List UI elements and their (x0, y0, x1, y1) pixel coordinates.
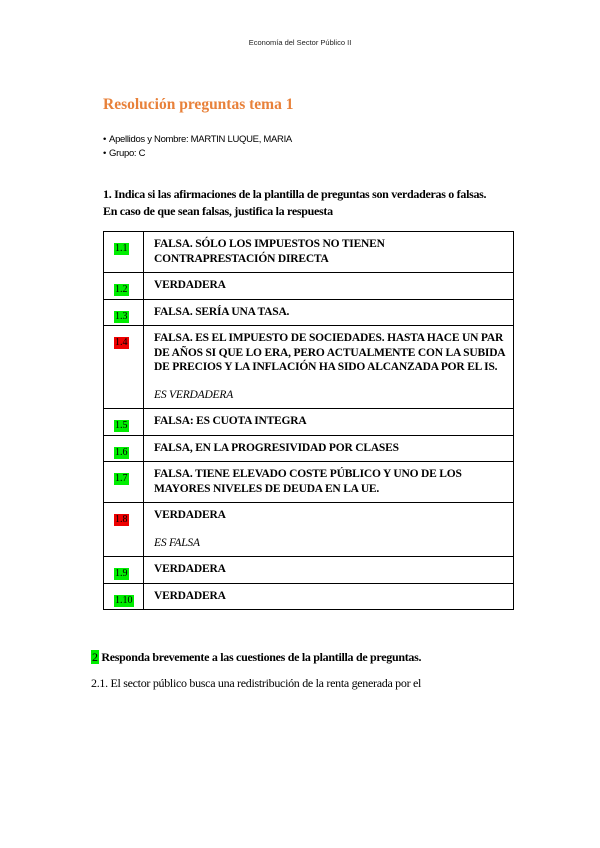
answer-number-cell (104, 326, 144, 409)
answer-row (104, 299, 514, 326)
answer-text-cell (144, 435, 514, 462)
answer-text-cell (144, 273, 514, 300)
correct-mark-badge: 1.2 (115, 284, 128, 295)
answer-row (104, 503, 514, 557)
incorrect-mark-badge: 1.8 (115, 514, 128, 525)
incorrect-mark-badge: 1.4 (115, 337, 128, 348)
answer-correction: ES VERDADERA (154, 388, 234, 401)
page-title: Resolución preguntas tema 1 (103, 96, 294, 113)
answer-number-cell (104, 299, 144, 326)
answer-text-cell (144, 299, 514, 326)
answer-text: FALSA, EN LA PROGRESIVIDAD POR CLASES (154, 441, 399, 454)
answer-text-cell (144, 409, 514, 436)
answer-row (104, 326, 514, 409)
answer-text: VERDADERA (154, 509, 226, 521)
answer-correction: ES FALSA (154, 536, 200, 549)
answer-number-cell (104, 583, 144, 610)
question-1-heading: 1. Indica si las afirmaciones de la plantilla de preguntas son verdaderas o falsas. En caso de que sean falsas, justifica la respuesta (103, 187, 487, 218)
answer-text-cell (144, 583, 514, 610)
student-info (103, 133, 292, 161)
answer-number-cell (104, 232, 144, 273)
answer-text: FALSA. SERÍA UNA TASA. (154, 305, 290, 318)
answer-row (104, 409, 514, 436)
answer-row (104, 273, 514, 300)
answer-row (104, 462, 514, 503)
correct-mark-badge: 1.3 (115, 310, 128, 322)
correct-mark-badge: 1.1 (115, 243, 128, 254)
question-2-number: 2 (92, 650, 98, 664)
answer-number-cell (104, 409, 144, 436)
answer-number-cell (104, 503, 144, 557)
question-2-text: Responda brevemente a las cuestiones de la plantilla de preguntas. (98, 650, 422, 664)
answer-text-cell (144, 232, 514, 273)
question-2-heading (91, 650, 421, 665)
answer-text: VERDADERA (154, 279, 226, 291)
student-group: • Grupo: C (103, 147, 292, 161)
answer-text-cell (144, 503, 514, 557)
student-name: • Apellidos y Nombre: MARTIN LUQUE, MARIA (103, 133, 292, 147)
answer-text-cell (144, 557, 514, 584)
answer-number-cell (104, 557, 144, 584)
correct-mark-badge: 1.5 (115, 420, 128, 431)
answer-row (104, 583, 514, 610)
correct-mark-badge: 1.6 (115, 446, 128, 458)
correct-mark-badge: 1.9 (115, 568, 128, 579)
answer-text: VERDADERA (154, 589, 226, 602)
correct-mark-badge: 1.10 (115, 594, 133, 606)
answer-text: FALSA. TIENE ELEVADO COSTE PÚBLICO Y UNO DE LOS MAYORES NIVELES DE DEUDA EN LA UE. (154, 468, 462, 495)
answer-number-cell (104, 435, 144, 462)
answer-number-cell (104, 462, 144, 503)
page-header: Economía del Sector Público II (248, 38, 352, 47)
answer-2-1-paragraph: 2.1. El sector público busca una redistribución de la renta generada por el (91, 676, 422, 690)
answer-row (104, 435, 514, 462)
answers-table (103, 231, 514, 610)
answer-text: FALSA. ES EL IMPUESTO DE SOCIEDADES. HASTA HACE UN PAR DE AÑOS SI QUE LO ERA, PERO ACTUALMENTE CON LA SUBIDA DE PRECIOS Y LA INFLACIÓN HA SIDO ALCANZADA POR EL IS. (154, 332, 505, 373)
answer-text: VERDADERA (154, 563, 226, 575)
answer-text: FALSA. SÓLO LOS IMPUESTOS NO TIENEN CONTRAPRESTACIÓN DIRECTA (154, 238, 385, 265)
answer-row (104, 557, 514, 584)
correct-mark-badge: 1.7 (115, 473, 128, 484)
answer-text-cell (144, 326, 514, 409)
answer-text: FALSA: ES CUOTA INTEGRA (154, 415, 307, 427)
answer-row (104, 232, 514, 273)
answer-text-cell (144, 462, 514, 503)
answer-number-cell (104, 273, 144, 300)
